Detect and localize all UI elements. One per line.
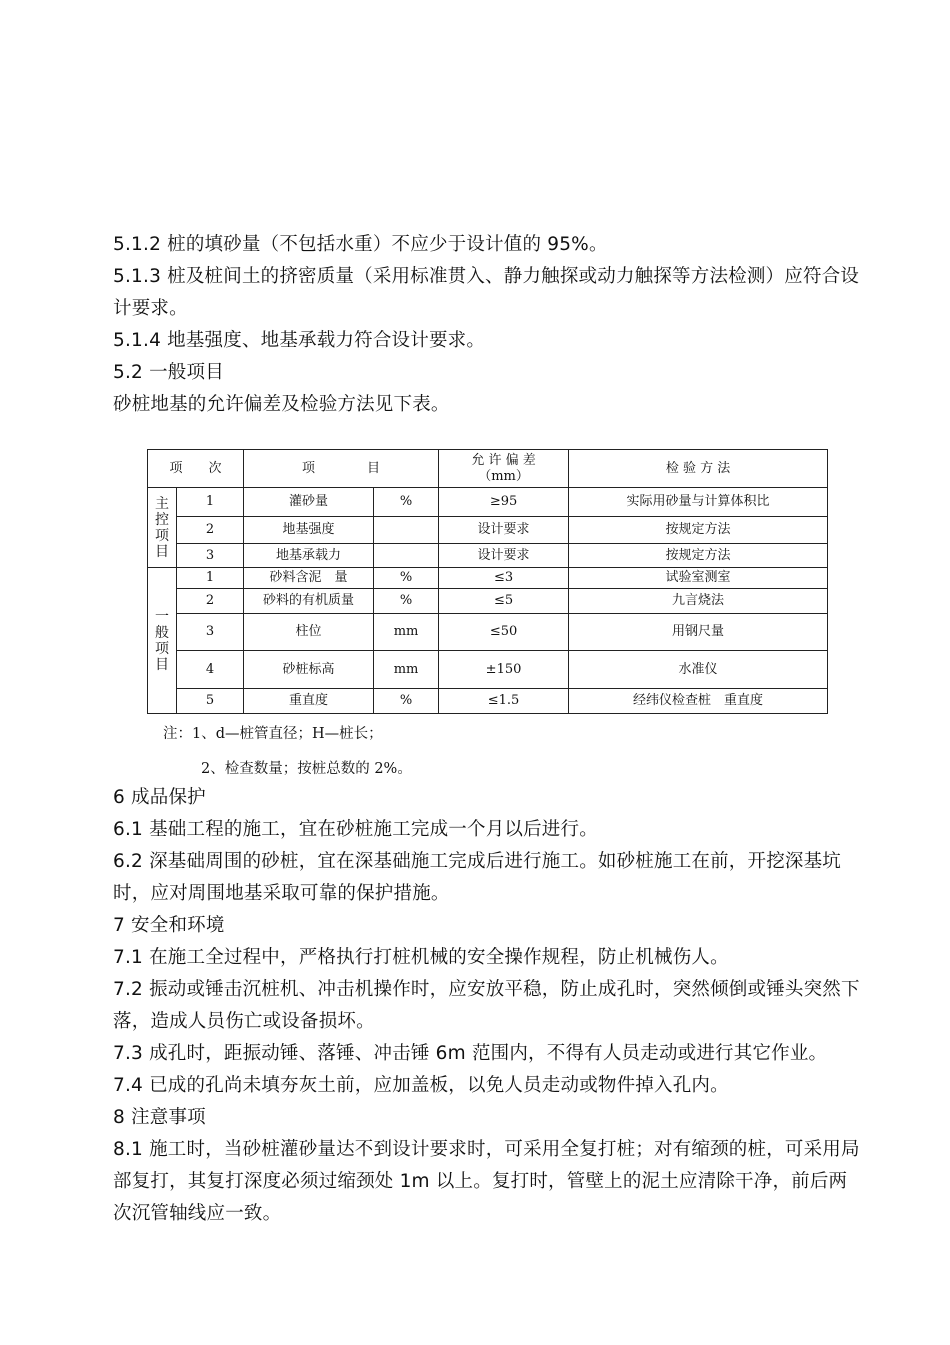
header-tolerance-unit: （mm）	[478, 468, 529, 484]
table-header-row	[148, 450, 828, 488]
cell-no: 3	[177, 544, 244, 568]
cell-tolerance: ≤1.5	[439, 689, 569, 714]
header-tolerance	[439, 450, 569, 488]
group-main-text: 主控项目	[155, 495, 169, 560]
cell-method: 实际用砂量与计算体积比	[569, 488, 828, 517]
header-tolerance-label: 允 许 偏 差	[471, 452, 536, 468]
section-6-heading: 6 成品保护	[113, 787, 206, 808]
cell-method: 试验室测室	[569, 568, 828, 589]
table-row	[148, 614, 828, 651]
cell-unit: %	[374, 589, 439, 614]
cell-name: 地基承载力	[244, 544, 374, 568]
clause-5-1-4: 5.1.4 地基强度、地基承载力符合设计要求。	[113, 330, 486, 351]
clause-5-1-2: 5.1.2 桩的填砂量（不包括水重）不应少于设计值的 95%。	[113, 234, 608, 255]
cell-no: 2	[177, 517, 244, 544]
cell-name: 地基强度	[244, 517, 374, 544]
cell-method: 经纬仪检查桩 重直度	[569, 689, 828, 714]
cell-name: 灌砂量	[244, 488, 374, 517]
cell-name: 砂料含泥 量	[244, 568, 374, 589]
table-row	[148, 568, 828, 589]
cell-tolerance: ≥95	[439, 488, 569, 517]
cell-name: 砂桩标高	[244, 651, 374, 689]
cell-unit	[374, 544, 439, 568]
table-row	[148, 689, 828, 714]
cell-method: 九言烧法	[569, 589, 828, 614]
cell-method: 按规定方法	[569, 544, 828, 568]
cell-unit: %	[374, 568, 439, 589]
cell-method: 按规定方法	[569, 517, 828, 544]
cell-tolerance: 设计要求	[439, 517, 569, 544]
cell-unit	[374, 517, 439, 544]
table-note-2: 2、检查数量；按桩总数的 2%。	[201, 761, 412, 777]
clause-8-1: 8.1 施工时，当砂桩灌砂量达不到设计要求时，可采用全复打桩；对有缩颈的桩，可采用局部复打，其复打深度必须过缩颈处 1m 以上。复打时，管壁上的泥土应清除干净，前后两次沉管轴线应一致。	[113, 1139, 860, 1224]
cell-no: 1	[177, 568, 244, 589]
table-row	[148, 651, 828, 689]
cell-no: 4	[177, 651, 244, 689]
section-7-heading: 7 安全和环境	[113, 915, 225, 936]
cell-unit: mm	[374, 651, 439, 689]
section-8-heading: 8 注意事项	[113, 1107, 206, 1128]
cell-tolerance: ≤3	[439, 568, 569, 589]
cell-tolerance: ≤50	[439, 614, 569, 651]
cell-unit: %	[374, 488, 439, 517]
clause-6-2: 6.2 深基础周围的砂桩，宜在深基础施工完成后进行施工。如砂桩施工在前，开挖深基坑时，应对周围地基采取可靠的保护措施。	[113, 851, 842, 904]
cell-no: 2	[177, 589, 244, 614]
group-general-label	[148, 568, 177, 714]
clause-5-1-3: 5.1.3 桩及桩间土的挤密质量（采用标准贯入、静力触探或动力触探等方法检测）应符合设计要求。	[113, 266, 860, 319]
cell-unit: mm	[374, 614, 439, 651]
header-item: 项 目	[244, 450, 439, 488]
cell-no: 5	[177, 689, 244, 714]
header-seq: 项 次	[148, 450, 244, 488]
clause-7-2: 7.2 振动或锤击沉桩机、冲击机操作时，应安放平稳，防止成孔时，突然倾倒或锤头突然下落，造成人员伤亡或设备损坏。	[113, 979, 860, 1032]
group-general-text: 一般项目	[155, 608, 169, 673]
cell-name: 重直度	[244, 689, 374, 714]
table-row	[148, 488, 828, 517]
cell-tolerance: 设计要求	[439, 544, 569, 568]
clause-7-3: 7.3 成孔时，距振动锤、落锤、冲击锤 6m 范围内，不得有人员走动或进行其它作业。	[113, 1043, 828, 1064]
cell-no: 3	[177, 614, 244, 651]
cell-tolerance: ±150	[439, 651, 569, 689]
cell-method: 水准仪	[569, 651, 828, 689]
group-main-label	[148, 488, 177, 568]
clause-7-1: 7.1 在施工全过程中，严格执行打桩机械的安全操作规程，防止机械伤人。	[113, 947, 729, 968]
cell-name: 柱位	[244, 614, 374, 651]
cell-name: 砂料的有机质量	[244, 589, 374, 614]
cell-tolerance: ≤5	[439, 589, 569, 614]
table-row	[148, 589, 828, 614]
section-5-2-heading: 5.2 一般项目	[113, 362, 224, 383]
table-note-1: 注：1、d—桩管直径；H—桩长；	[163, 726, 383, 742]
cell-unit: %	[374, 689, 439, 714]
clause-6-1: 6.1 基础工程的施工，宜在砂桩施工完成一个月以后进行。	[113, 819, 598, 840]
clause-7-4: 7.4 已成的孔尚未填夯灰土前，应加盖板，以免人员走动或物件掉入孔内。	[113, 1075, 729, 1096]
cell-method: 用钢尺量	[569, 614, 828, 651]
table-row	[148, 517, 828, 544]
cell-no: 1	[177, 488, 244, 517]
header-method: 检 验 方 法	[569, 450, 828, 488]
table-row	[148, 544, 828, 568]
table-intro: 砂桩地基的允许偏差及检验方法见下表。	[113, 394, 450, 415]
tolerance-table	[147, 449, 828, 714]
